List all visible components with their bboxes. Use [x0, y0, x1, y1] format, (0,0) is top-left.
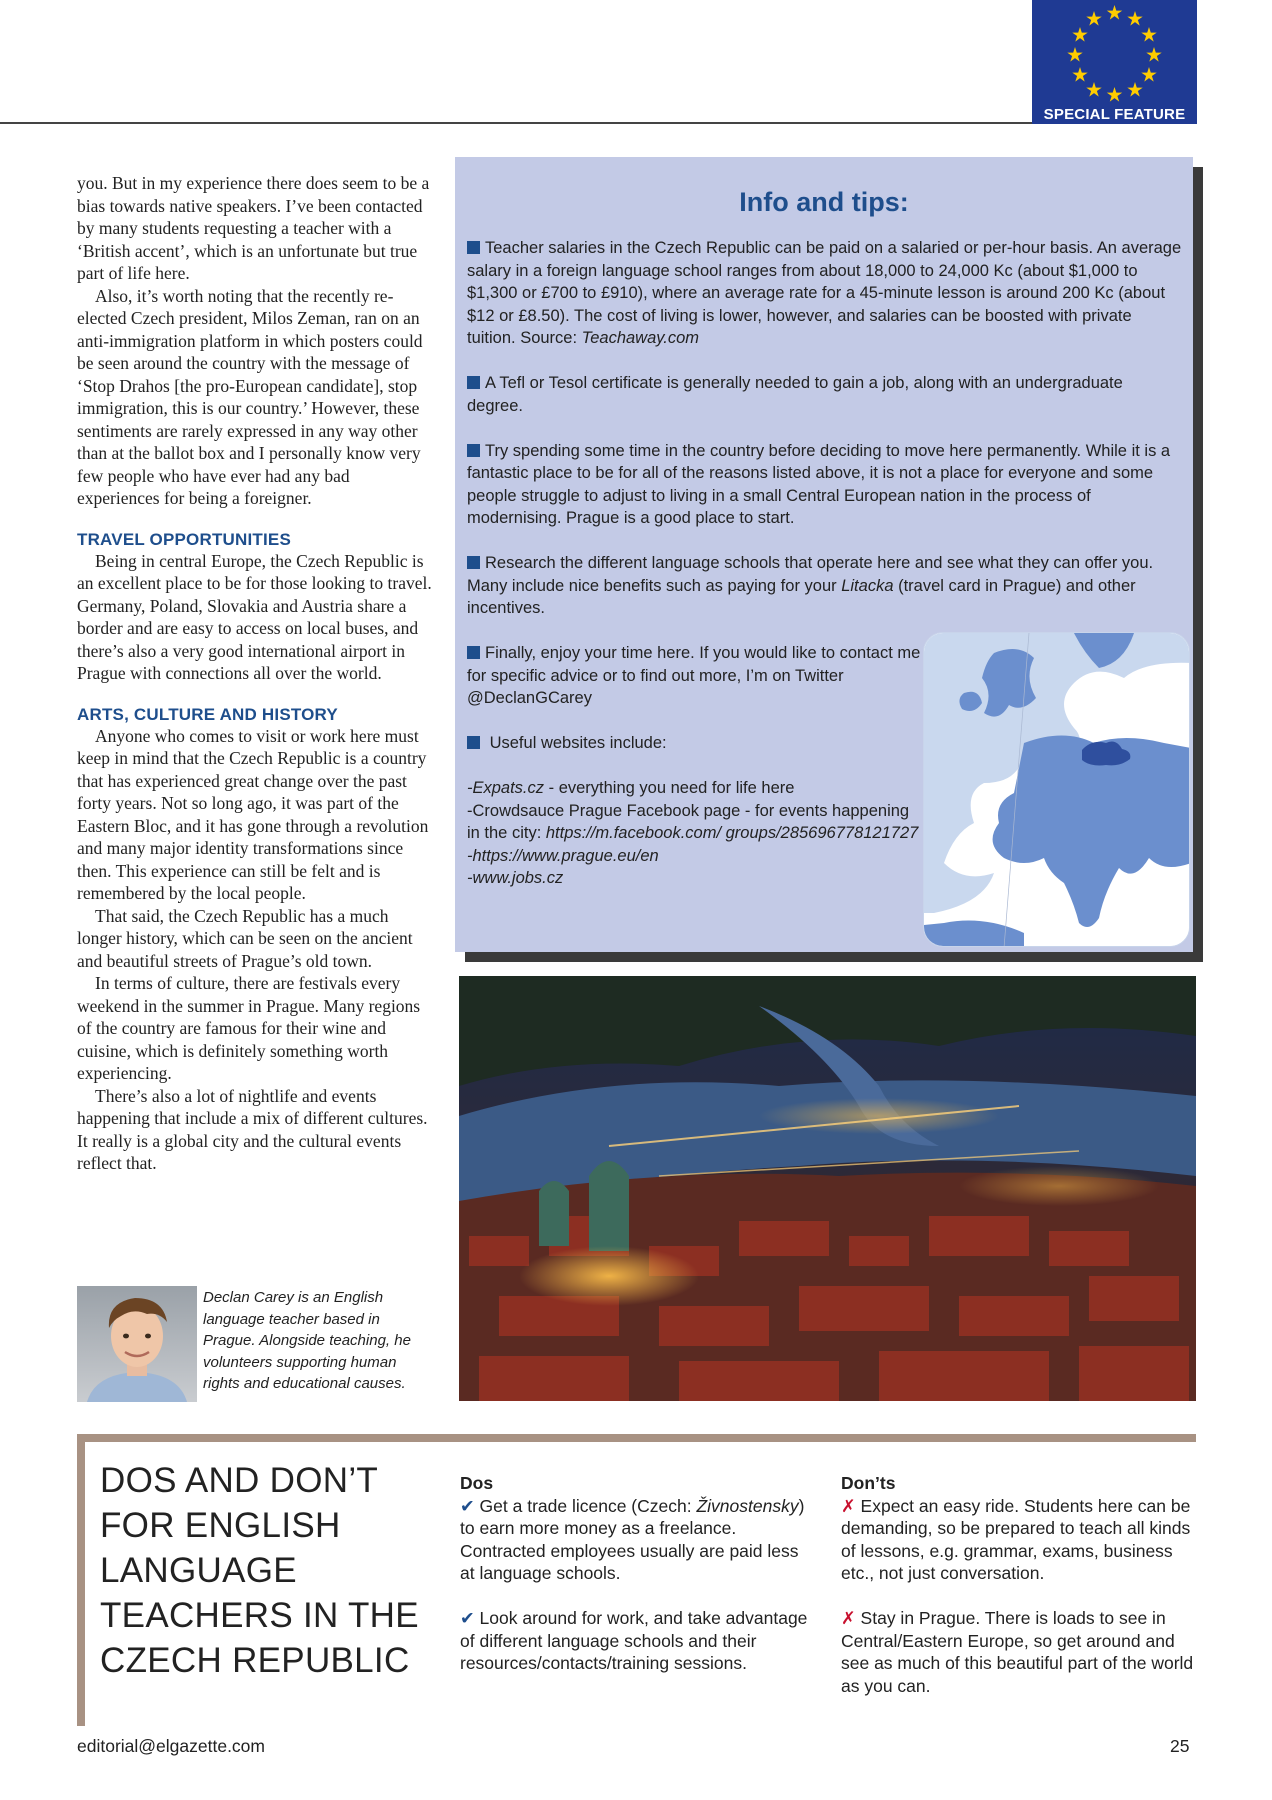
- dont-item: ✗ Stay in Prague. There is loads to see in Central/Eastern Europe, so get around and see as much of this beautiful part of the world as you can.: [841, 1608, 1194, 1696]
- prague-night-photo: [459, 976, 1196, 1401]
- tip-item: Finally, enjoy your time here. If you would like to contact me for specific advice or to find out more, I’m on Twitter @DeclanGCarey: [467, 644, 921, 707]
- bullet-square-icon: [467, 736, 480, 749]
- article-paragraph: That said, the Czech Republic has a much longer history, which can be seen on the ancient and beautiful streets of Prague’s old town.: [77, 905, 413, 971]
- cross-icon: ✗: [841, 1608, 856, 1628]
- article-paragraph: There’s also a lot of nightlife and events happening that include a mix of different cultures. It really is a global city and the cultural events reflect that.: [77, 1085, 428, 1173]
- section-rule-top: [77, 1434, 1196, 1442]
- section-rule-left: [77, 1434, 85, 1726]
- footer-email-link[interactable]: editorial@elgazette.com: [77, 1736, 265, 1756]
- bullet-square-icon: [467, 556, 480, 569]
- dos-heading: Dos: [460, 1473, 494, 1493]
- bullet-square-icon: [467, 646, 480, 659]
- section-heading-arts: ARTS, CULTURE AND HISTORY: [77, 704, 338, 724]
- donts-heading: Don’ts: [841, 1473, 896, 1493]
- article-paragraph: you. But in my experience there does seem to be a bias towards native speakers. I’ve been contacted by many students requesting a teacher with a ‘British accent’, which is an unfortunate but true part of life here.: [77, 173, 430, 283]
- do-item: ✔ Look around for work, and take advantage of different language schools and their resources/contacts/training sessions.: [460, 1608, 808, 1673]
- checkmark-icon: ✔: [460, 1608, 475, 1628]
- section-heading-travel: TRAVEL OPPORTUNITIES: [77, 529, 292, 549]
- checkmark-icon: ✔: [460, 1495, 475, 1516]
- europe-map: [923, 632, 1190, 947]
- dont-item: ✗ Expect an easy ride. Students here can be demanding, so be prepared to teach all kinds of lessons, e.g. grammar, exams, business etc., not just conversation.: [841, 1495, 1191, 1583]
- article-paragraph: Anyone who comes to visit or work here must keep in mind that the Czech Republic is a country that has experienced great change over the past forty years. Not so long ago, it was part of the Eastern Bloc, and it has gone through a revolution and many major identity transformations since then. This experience can still be felt and is remembered by the local people.: [77, 725, 429, 903]
- dos-and-donts-section: [77, 1434, 1196, 1726]
- bullet-square-icon: [467, 444, 480, 457]
- cross-icon: ✗: [841, 1495, 856, 1516]
- website-item: -www.jobs.cz: [467, 869, 564, 887]
- article-left-column: [77, 172, 434, 1175]
- tip-item: Useful websites include:: [467, 732, 922, 755]
- page-number: 25: [1170, 1736, 1190, 1756]
- article-paragraph: Being in central Europe, the Czech Republic is an excellent place to be for those looking to travel. Germany, Poland, Slovakia and Austria share a border and are easy to access on local buses, and there’s also a very good international airport in Prague with connections all over the world.: [77, 550, 432, 683]
- bullet-square-icon: [467, 376, 480, 389]
- websites-list: [467, 777, 922, 890]
- special-feature-label: SPECIAL FEATURE: [1043, 106, 1186, 123]
- article-paragraph: In terms of culture, there are festivals every weekend in the summer in Prague. Many regions of the country are famous for their wine and cuisine, which is definitely something worth experiencing.: [77, 973, 421, 1083]
- author-bio: Declan Carey is an English language teacher based in Prague. Alongside teaching, he volunteers supporting human rights and educational causes.: [203, 1289, 411, 1393]
- tip-item: Research the different language schools that operate here and see what they can offer you. Many include nice benefits such as paying for your Litacka (travel card in Prague) and other incentives.: [467, 554, 1154, 617]
- website-item: -Crowdsauce Prague Facebook page - for events happening in the city: https://m.facebook.com/ groups/285696778121727: [467, 801, 919, 842]
- info-box-title: Info and tips:: [739, 187, 909, 217]
- author-box: [77, 1282, 434, 1402]
- author-photo: [77, 1286, 197, 1402]
- eu-stars-icon: [1032, 0, 1197, 106]
- eu-flag-badge: [1032, 0, 1197, 124]
- do-item: ✔ Get a trade licence (Czech: Živnostensky) to earn more money as a freelance.: [460, 1495, 805, 1538]
- header-rule: [0, 122, 1196, 124]
- dos-donts-title: DOS AND DON’T FOR ENGLISH LANGUAGE TEACHERS IN THE CZECH REPUBLIC: [100, 1461, 419, 1680]
- website-item: -Expats.cz - everything you need for life here: [467, 779, 795, 797]
- bullet-square-icon: [467, 241, 480, 254]
- article-paragraph: Also, it’s worth noting that the recently re-elected Czech president, Milos Zeman, ran on an anti-immigration platform in which posters could be seen around the country with the message of ‘Stop Drahos [the pro-European candidate], stop immigration, this is our country.’ However, these sentiments are rarely expressed in any way other than at the ballot box and I personally know very few people who have ever had any bad experiences for being a foreigner.: [77, 285, 423, 508]
- tip-item: Try spending some time in the country before deciding to move here permanently. While it is a fantastic place to be for all of the reasons listed above, it is not a place for everyone and some people struggle to adjust to living in a small Central European nation in the process of modernising. Prague is a good place to start.: [467, 441, 1171, 527]
- dos-column: [460, 1472, 815, 1675]
- donts-column: [841, 1472, 1196, 1697]
- info-tips-box: [455, 157, 1193, 952]
- tip-item: Teacher salaries in the Czech Republic can be paid on a salaried or per-hour basis. An average salary in a foreign language school ranges from about 18,000 to 24,000 Kc (about $1,000 to $1,300 or £700 to £910), where an average rate for a 45-minute lesson is around 200 Kc (about $12 or £8.50). The cost of living is lower, however, and salaries can be boosted with private tuition. Source: Teachaway.com: [467, 239, 1182, 347]
- website-item: -https://www.prague.eu/en: [467, 846, 659, 865]
- do-item-note: Contracted employees usually are paid less at language schools.: [460, 1540, 799, 1583]
- tip-item: A Tefl or Tesol certificate is generally needed to gain a job, along with an undergraduate degree.: [467, 374, 1123, 415]
